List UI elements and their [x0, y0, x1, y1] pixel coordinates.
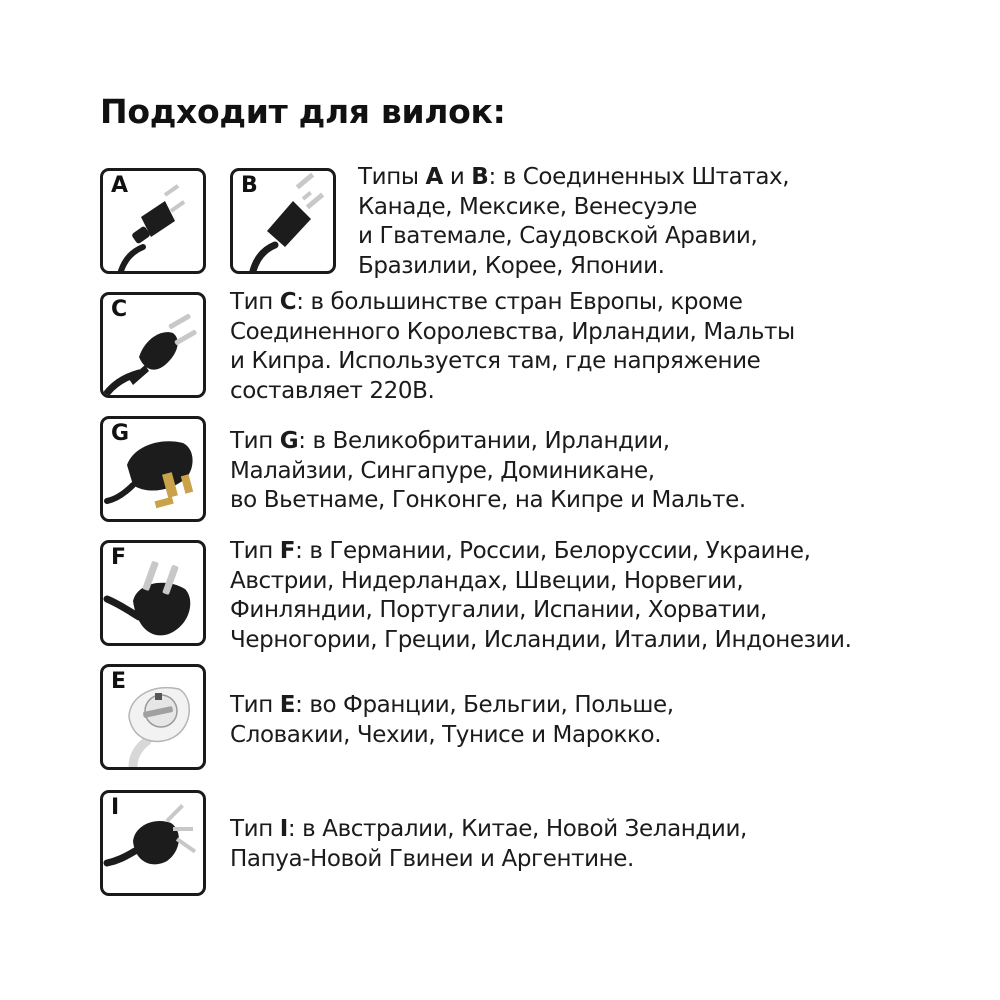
plug-letter-g: G [111, 421, 130, 446]
type-letter-f: F [279, 538, 296, 564]
plug-tile-f [100, 540, 206, 646]
plug-type-e-icon [103, 667, 203, 767]
description-type-e: Тип E: во Франции, Бельгии, Польше, Словакии, Чехии, Тунисе и Марокко. [230, 692, 674, 748]
plug-letter-i: I [111, 795, 120, 820]
plug-tile-i [100, 790, 206, 896]
description-type-i: Тип I: в Австралии, Китае, Новой Зеландии, Папуа-Новой Гвинеи и Аргентине. [230, 816, 747, 872]
type-letter-a: A [425, 164, 443, 190]
plug-tile-c [100, 292, 206, 398]
type-letter-i: I [279, 816, 288, 842]
plug-letter-c: C [111, 297, 128, 322]
type-letter-e: E [279, 692, 296, 718]
plug-type-a-icon [103, 171, 203, 271]
plug-type-b-icon [233, 171, 333, 271]
plug-letter-a: A [111, 173, 129, 198]
plug-letter-b: B [241, 173, 258, 198]
plug-tile-g [100, 416, 206, 522]
type-letter-g: G [279, 428, 299, 454]
description-type-c: Тип C: в большинстве стран Европы, кроме Соединенного Королевства, Ирландии, Мальты и Кипра. Используется там, где напряжение составляет 220В. [230, 289, 795, 404]
plug-type-i-icon [103, 793, 203, 893]
plug-letter-e: E [111, 669, 127, 694]
plug-type-g-icon [103, 419, 203, 519]
type-letter-b: B [471, 164, 489, 190]
description-type-f: Тип F: в Германии, России, Белоруссии, Украине, Австрии, Нидерландах, Швеции, Норвегии, Финляндии, Португалии, Испании, Хорватии, Черногории, Греции, Исландии, Италии, Индонезии. [230, 538, 852, 653]
plug-type-f-icon [103, 543, 203, 643]
plug-letter-f: F [111, 545, 127, 570]
plug-type-c-icon [103, 295, 203, 395]
page-title: Подходит для вилок: [100, 92, 506, 131]
plug-tile-e [100, 664, 206, 770]
type-letter-c: C [279, 289, 297, 315]
plug-tile-b [230, 168, 336, 274]
description-types-a-b: Типы A и B: в Соединенных Штатах, Канаде, Мексике, Венесуэле и Гватемале, Саудовской Аравии, Бразилии, Корее, Японии. [358, 164, 790, 279]
plug-tile-a [100, 168, 206, 274]
description-type-g: Тип G: в Великобритании, Ирландии, Малайзии, Сингапуре, Доминикане, во Вьетнаме, Гонконге, на Кипре и Мальте. [230, 428, 746, 513]
